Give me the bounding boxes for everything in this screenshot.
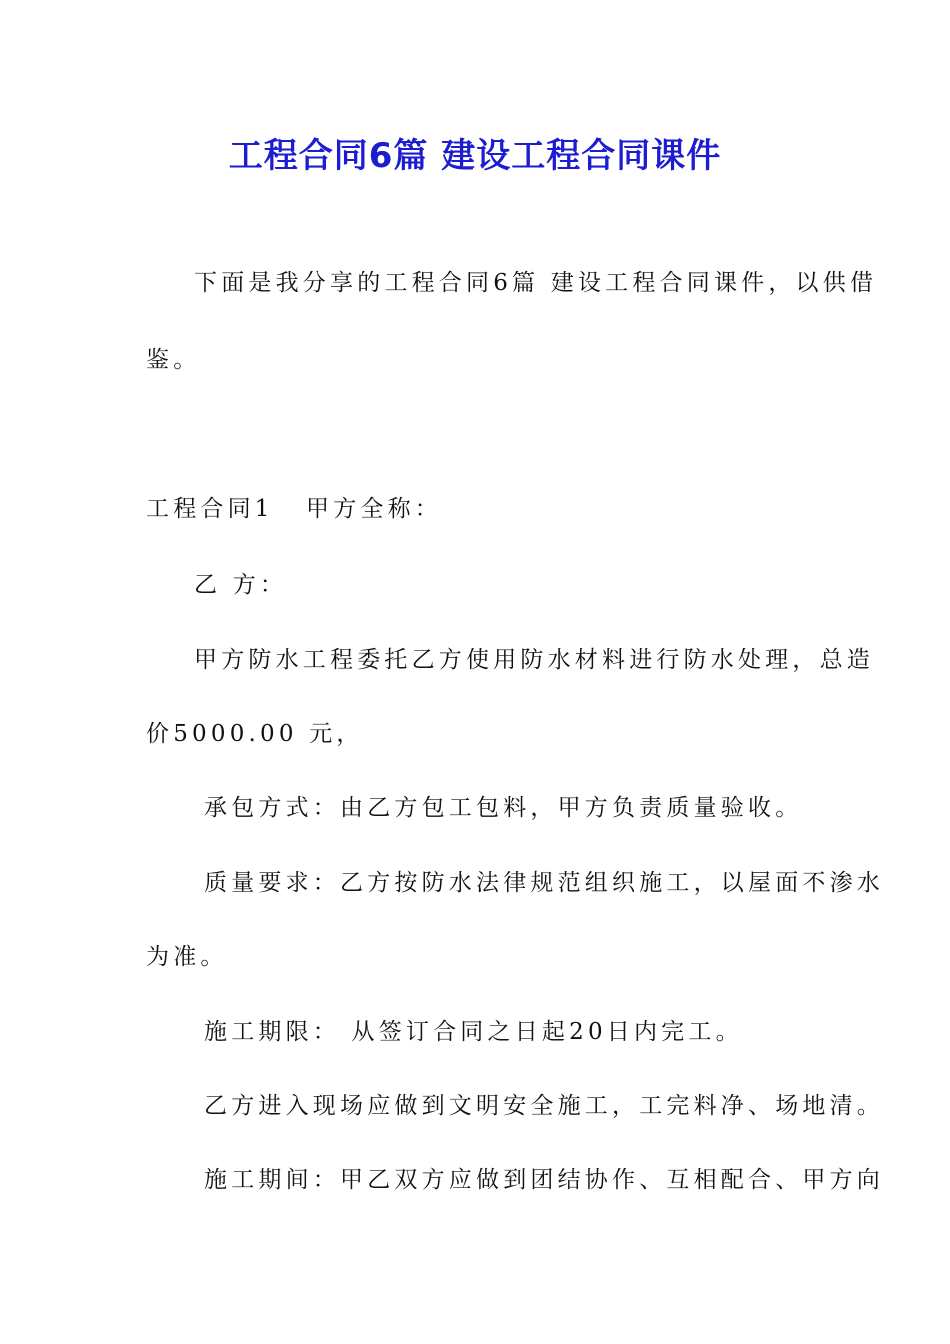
site-rules: 乙方进入现场应做到文明安全施工，工完料净、场地清。 — [204, 1093, 884, 1119]
paragraph-1-line-1: 甲方防水工程委托乙方使用防水材料进行防水处理，总造 — [194, 647, 874, 673]
contract-method: 承包方式：由乙方包工包料，甲方负责质量验收。 — [204, 795, 803, 821]
quality-line-2: 为准。 — [146, 944, 228, 970]
during-work-line: 施工期间：甲乙双方应做到团结协作、互相配合、甲方向 — [204, 1167, 884, 1193]
contract-heading: 工程合同1 — [146, 496, 274, 522]
party-b-label: 乙 方： — [194, 572, 288, 598]
intro-line-2: 鉴。 — [146, 347, 201, 373]
construction-period: 施工期限： 从签订合同之日起20日内完工。 — [204, 1019, 743, 1045]
quality-line-1: 质量要求：乙方按防水法律规范组织施工，以屋面不渗水 — [204, 870, 884, 896]
document-title: 工程合同6篇 建设工程合同课件 — [228, 136, 722, 176]
party-a-label: 甲方全称： — [306, 496, 442, 522]
intro-line-1: 下面是我分享的工程合同6篇 建设工程合同课件，以供借 — [194, 270, 878, 296]
paragraph-1-line-2: 价5000.00 元， — [146, 721, 364, 747]
